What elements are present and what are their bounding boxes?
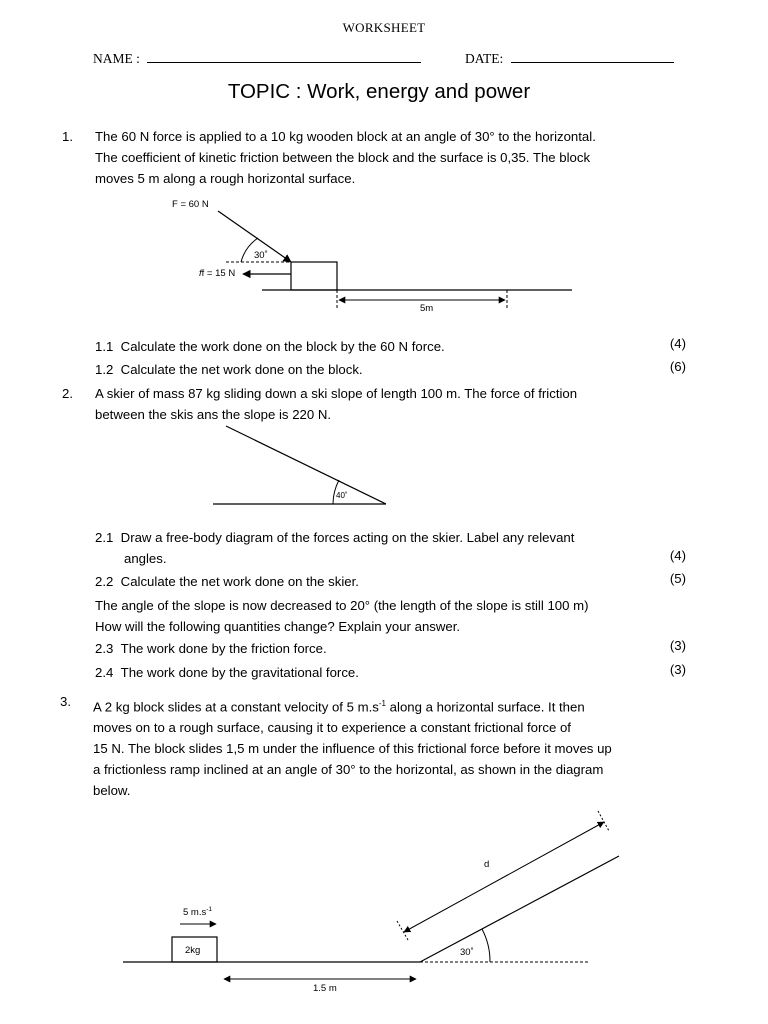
q2-angle-label: 40˚ bbox=[336, 491, 348, 500]
marks: (6) bbox=[669, 359, 686, 374]
q2-sub-2-1 bbox=[95, 527, 574, 548]
ramp-angle-arc bbox=[482, 929, 490, 962]
q2-text bbox=[95, 383, 577, 425]
q3-diagram bbox=[110, 800, 630, 1000]
q2-note bbox=[95, 595, 589, 637]
q3-number: 3. bbox=[60, 694, 71, 709]
date-row bbox=[465, 50, 674, 67]
q3-line: 15 N. The block slides 1,5 m under the influence of this frictional force before it moves up bbox=[93, 741, 612, 757]
marks: (4) bbox=[669, 336, 686, 351]
wooden-block bbox=[291, 262, 337, 290]
q2-note-line: The angle of the slope is now decreased to 20° (the length of the slope is still 100 m) bbox=[95, 598, 589, 613]
q1-line: The 60 N force is applied to a 10 kg wooden block at an angle of 30° to the horizontal. bbox=[95, 129, 596, 144]
sub-text: Calculate the work done on the block by the 60 N force. bbox=[120, 339, 445, 354]
sub-text: Draw a free-body diagram of the forces acting on the skier. Label any relevant bbox=[120, 530, 575, 545]
sub-number: 2.4 bbox=[95, 665, 114, 680]
q3-line-1-part: A 2 kg block slides at a constant velocity of bbox=[93, 699, 347, 715]
q2-diagram bbox=[200, 420, 400, 515]
q3-distance-label: 1.5 m bbox=[313, 983, 337, 994]
q3-line: below. bbox=[93, 783, 131, 799]
sub-text: Calculate the net work done on the block. bbox=[120, 362, 363, 377]
q2-sub-2-1-cont: angles. bbox=[124, 551, 167, 566]
q1-angle-label: 30˚ bbox=[254, 250, 268, 261]
worksheet-title: WORKSHEET bbox=[342, 20, 426, 35]
q1-text bbox=[95, 126, 596, 189]
q2-sub-2-2 bbox=[95, 571, 359, 592]
sub-text: Calculate the net work done on the skier. bbox=[120, 574, 359, 589]
sub-text: The work done by the gravitational force. bbox=[120, 665, 359, 680]
topic-heading: TOPIC : Work, energy and power bbox=[227, 80, 531, 103]
q3-line: moves on to a rough surface, causing it to experience a constant frictional force of bbox=[93, 720, 571, 736]
date-field[interactable] bbox=[511, 50, 674, 63]
q1-diagram bbox=[150, 190, 600, 320]
q3-angle-label: 30˚ bbox=[460, 947, 474, 958]
q3-block-label: 2kg bbox=[185, 945, 201, 956]
q2-line: between the skis ans the slope is 220 N. bbox=[95, 407, 332, 422]
ramp-line bbox=[420, 856, 619, 962]
marks: (5) bbox=[669, 571, 686, 586]
marks: (4) bbox=[669, 548, 686, 563]
marks: (3) bbox=[669, 662, 686, 677]
sub-number: 2.2 bbox=[95, 574, 114, 589]
q1-force-label: F = 60 N bbox=[172, 199, 209, 210]
q1-distance-label: 5m bbox=[420, 303, 434, 314]
q3-velocity-label: 5 $m.s^{-1}$ bbox=[183, 906, 213, 918]
q3-line-1 bbox=[93, 693, 612, 717]
q3-line-1-part: along a horizontal surface. It then bbox=[386, 699, 585, 715]
q2-sub-2-3 bbox=[95, 638, 327, 659]
sub-text: The work done by the friction force. bbox=[120, 641, 327, 656]
ramp-length-arrow bbox=[404, 822, 604, 932]
q1-sub-1-2 bbox=[95, 359, 363, 380]
sub-number: 2.1 bbox=[95, 530, 114, 545]
q3-velocity-exponent: -1 bbox=[378, 699, 387, 708]
slope-line bbox=[226, 426, 386, 504]
q2-line: A skier of mass 87 kg sliding down a ski slope of length 100 m. The force of friction bbox=[95, 386, 578, 401]
q2-number: 2. bbox=[62, 386, 73, 401]
q2-sub-2-4 bbox=[95, 662, 359, 683]
sub-number: 1.1 bbox=[95, 339, 114, 354]
q3-velocity: 5 m.s bbox=[346, 699, 379, 715]
q3-text bbox=[93, 693, 612, 801]
name-label: NAME : bbox=[93, 51, 140, 66]
sub-number: 2.3 bbox=[95, 641, 114, 656]
ramp-length-end-tick bbox=[598, 811, 609, 831]
q3-line: a frictionless ramp inclined at an angle of 30° to the horizontal, as shown in the diagram bbox=[93, 762, 604, 778]
date-label: DATE: bbox=[465, 51, 504, 66]
q1-line: moves 5 m along a rough horizontal surface. bbox=[95, 171, 356, 186]
q1-friction-label: ff = 15 N bbox=[199, 268, 236, 279]
q1-sub-1-1 bbox=[95, 336, 445, 357]
marks: (3) bbox=[669, 638, 686, 653]
q1-line: The coefficient of kinetic friction between the block and the surface is 0,35. The block bbox=[95, 150, 591, 165]
name-row bbox=[93, 50, 421, 67]
q3-ramp-length-label: d bbox=[484, 859, 490, 870]
sub-number: 1.2 bbox=[95, 362, 114, 377]
q1-number: 1. bbox=[62, 129, 73, 144]
q2-note-line: How will the following quantities change? Explain your answer. bbox=[95, 619, 461, 634]
name-field[interactable] bbox=[147, 50, 421, 63]
